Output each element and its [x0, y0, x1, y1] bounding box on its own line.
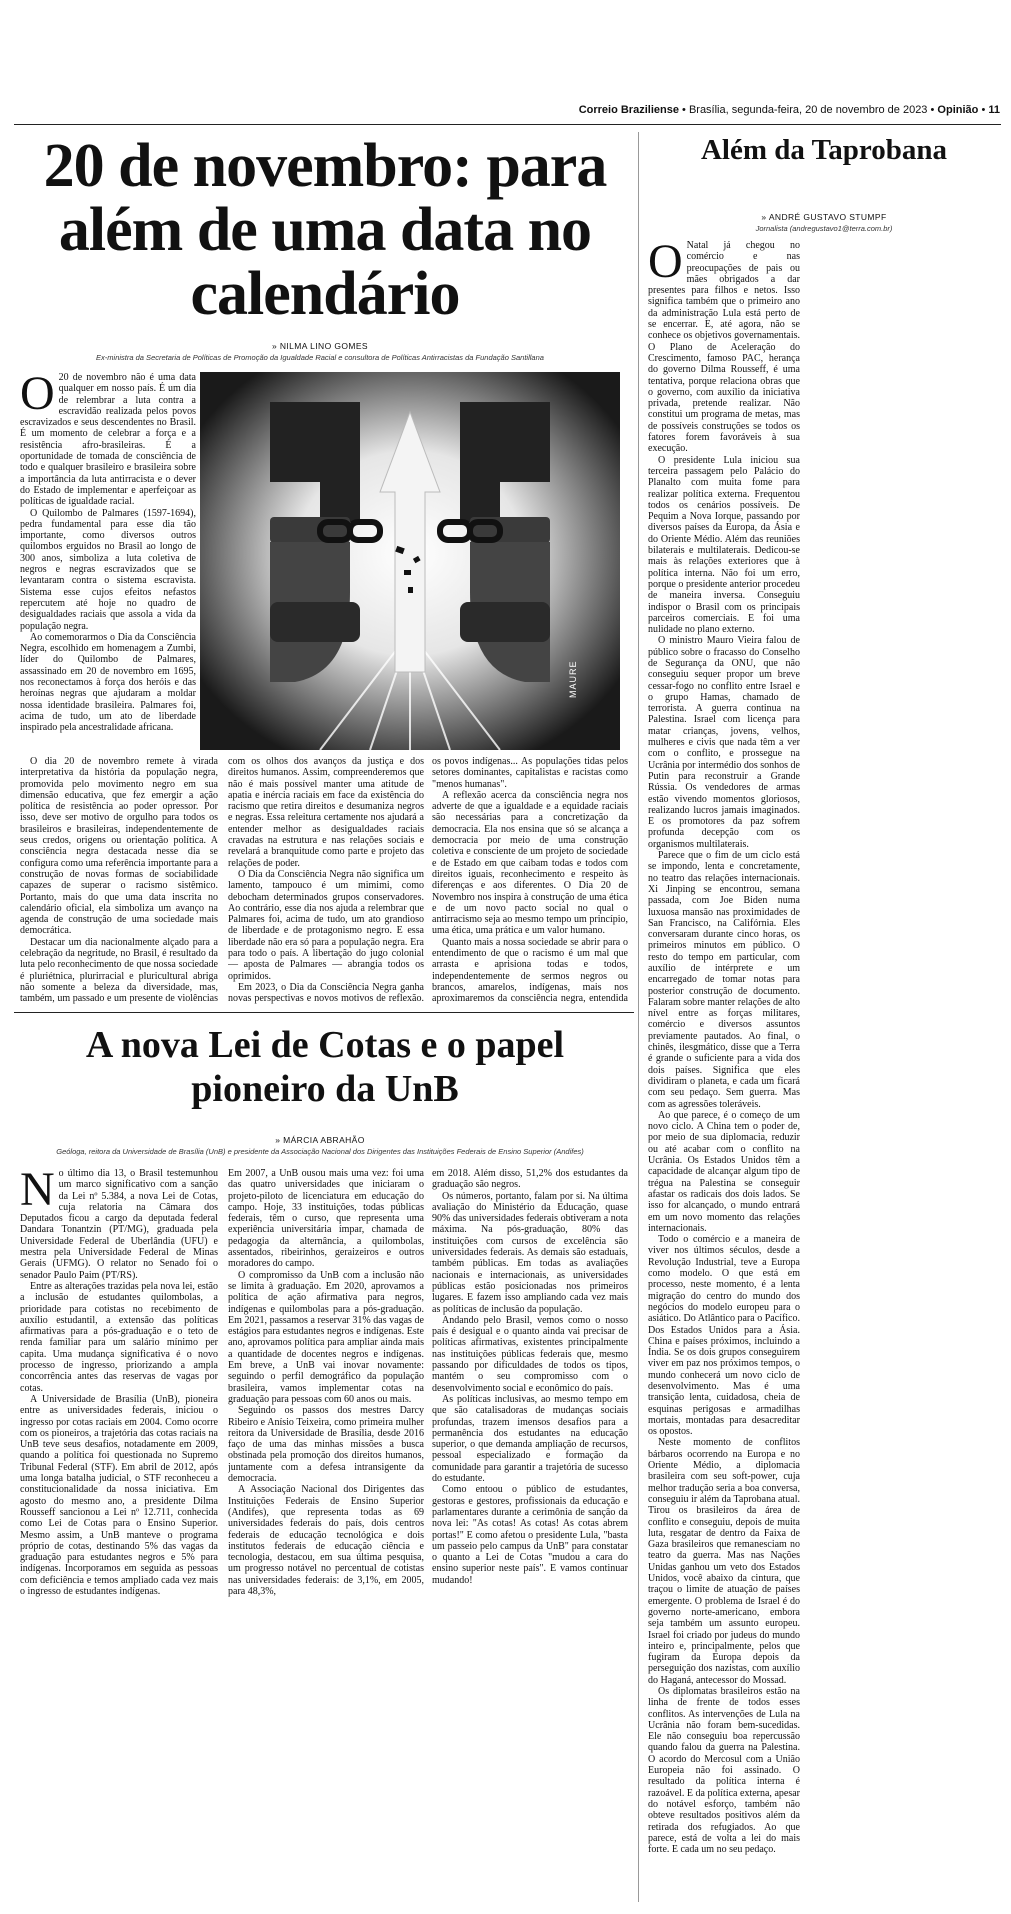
paragraph: Seguindo os passos dos mestres Darcy Ribeiro e Anísio Teixeira, como primeira mulher reitora da Universidade de Brasília, desde 2016 faço de uma das minhas missões a busca obstinada pela promoção dos direitos humanos, juntamente com a defesa intransigente da democracia.: [228, 1405, 424, 1485]
paragraph: Os diplomatas brasileiros estão na linha de frente de todos esses conflitos. As intervenções de Lula na Ucrânia não foram bem-sucedidas. Ele não conseguiu boa repercussão quando falou da guerra na Palestina. O acordo do Mercosul com a União Europeia não foi assinado. O resultado da política interna é razoável. E da política externa, apesar do notável esforço, também não obteve resultados positivos além da retirada dos refugiados. Ao que parece, está de volta a lei do mais forte. E cada um no seu pedaço.: [648, 1686, 800, 1856]
article1-headline: 20 de novembro: para além de uma data no calendário: [43, 132, 607, 328]
newspaper-name: Correio Braziliense: [578, 104, 679, 116]
article1-byline: [20, 341, 620, 362]
folio-rule: [14, 124, 1001, 125]
article3-author: » ANDRÉ GUSTAVO STUMPF: [761, 212, 887, 222]
article2-author-role: Geóloga, reitora da Universidade de Brasília (UnB) e presidente da Associação Nacional dos Dirigentes das Instituições Federais de Ensino Superior (Andifes): [56, 1147, 584, 1156]
paragraph: Entre as alterações trazidas pela nova lei, estão a inclusão de estudantes quilombolas, a prioridade para cotistas no recebimento de auxílio estudantil, a extensão das políticas afirmativas para a pós-graduação e o teto de renda familiar para um salário mínimo per capita. Uma mudança significativa é o novo processo de ingresso, priorizando a ampla concorrência antes das reservas de vagas por cotas.: [20, 1280, 218, 1394]
drop-cap: O: [648, 240, 683, 288]
paragraph: A Associação Nacional dos Dirigentes das Instituições Federais de Ensino Superior (Andifes), que representa todas as 69 universidades federais do país, dois centros federais de educação tecnológica e dois institutos federais de educação ciência e tecnologia, destacou, em sua última pesquisa, um progresso notável no percentual de cotistas nas universidades federais: de 3,1%, em 2005, para 48,3%,: [228, 1484, 424, 1597]
page-number: 11: [988, 104, 1000, 116]
article2-headline: A nova Lei de Cotas e o papel pioneiro da UnB: [85, 1024, 565, 1110]
article1-column-1b: [20, 756, 218, 1006]
paragraph: o último dia 13, o Brasil testemunhou um marco significativo com a sanção da Lei nº 5.384, a nova Lei de Cotas, cuja relatoria na Câmara dos Deputados ficou a cargo da deputada federal Dandara Tonantzin (PT/MG), graduada pela Universidade Federal de Uberlândia (UFU) e mestra pela Universidade Federal de Minas Gerais (UFMG). O relator no Senado foi o senador Paulo Paim (PT/RS).: [20, 1168, 218, 1281]
paragraph: O Quilombo de Palmares (1597-1694), pedra fundamental para esse dia tão importante, como diversos outros quilombos erguidos no Brasil ao longo de 300 anos, simboliza a luta coletiva de negros e negras escravizados que se levantaram contra o sistema escravista. Sistema esse cujos efeitos nefastos repercutem até hoje no quadro de desigualdades raciais que assola a vida da população negra.: [20, 507, 196, 632]
article1-column-2: [228, 756, 424, 1006]
paragraph: Como entoou o público de estudantes, gestoras e gestores, profissionais da educação e parlamentares durante a cerimônia de sanção da nova lei: "As cotas! As cotas! As cotas abrem portas!" E como afetou o presidente Lula, "basta um passeio pelo campus da UnB" para constatar o quanto a Lei de Cotas "mudou a cara do ensino superior neste país". E vamos continuar mudando!: [432, 1484, 628, 1586]
article2-byline: [20, 1135, 620, 1156]
paragraph: Ao comemorarmos o Dia da Consciência Negra, escolhido em homenagem a Zumbi, líder do Quilombo de Palmares, assassinado em 20 de novembro em 1695, nos reconectamos à força dos heróis e das heroínas negras que ajudaram a moldar nossa identidade brasileira. Palmares foi, acima de tudo, um ato de liberdade inspirado pela ancestralidade africana.: [20, 631, 196, 734]
paragraph: O Dia da Consciência Negra não significa um lamento, tampouco é um mimimi, como debocham determinados grupos conservadores. Ao contrário, esse dia nos ajuda a relembrar que Palmares foi, acima de tudo, um ato grandioso de liberdade e de protagonismo negro. E essa liberdade não era só para a população negra. Era para todo o país. A libertação do jugo colonial — aposta de Palmares — abrangia todos os oprimidos.: [228, 868, 424, 982]
paragraph: Destacar um dia nacionalmente alçado para a celebração da negritude, no Brasil, é resultado da luta pelo reconhecimento de que nossa sociedade é pluriétnica, plurirracial e pluricultural abriga não somente a beleza da diversidade, mas, também, um passado e um presente de violências: [20, 936, 218, 1005]
paragraph: Em 2007, a UnB ousou mais uma vez: foi uma das quatro universidades que iniciaram o projeto-piloto de licenciatura em educação do campo. Hoje, 33 instituições, todas públicas federais, têm o curso, que representa uma experiência universitária ímpar, chamada de pedagogia da alternância, a quilombolas, assentados, ribeirinhos, geraizeiros e outros moradores do campo.: [228, 1168, 424, 1270]
section-rule: [14, 1012, 634, 1013]
drop-cap: N: [20, 1168, 55, 1216]
folio-separator: •: [682, 104, 686, 116]
paragraph: A reflexão acerca da consciência negra nos adverte de que a igualdade e a equidade raciais são necessárias para a concretização da democracia. Ela nos ensina que só se alcança a democracia por meio de uma construção coletiva e consciente de um projeto de sociedade e de Estado em que caibam todas e todos com direitos iguais, reconhecimento e respeito às diferenças e aos diferentes. O Dia 20 de Novembro nos inspira à construção de uma ética e de um novo pacto social no qual o antirracismo seja ao mesmo tempo um princípio, uma ética, uma prática e um valor humano.: [432, 789, 628, 937]
article2-column-1: [20, 1168, 218, 1902]
paragraph: os povos indígenas... As populações tidas pelos setores dominantes, capitalistas e racistas como "menos humanas".: [432, 756, 628, 790]
paragraph: O compromisso da UnB com a inclusão não se limita à graduação. Em 2020, aprovamos a política de ação afirmativa para negros, indígenas e quilombolas para a pós-graduação. Em 2021, passamos a reservar 31% das vagas de estágios para estudantes negros e indígenas. Este ano, aprovamos política para ampliar ainda mais a quantidade de docentes negros e indígenas. Em breve, a UnB vai inovar novamente: seguindo o perfil demográfico da população brasileira, vamos implementar cotas na graduação para pessoas com 60 anos ou mais.: [228, 1269, 424, 1405]
paragraph: Neste momento de conflitos bárbaros ocorrendo na Europa e no Oriente Médio, a diplomacia brasileira com seu soft-power, cuja melhor tradução seria a boa conversa, conseguiu ir além da Taprobana atual. Tirou os brasileiros da área de conflito e conseguiu, depois de muita luta, resgatar de dentro da Faixa de Gaza brasileiros que remanesciam no teatro da guerra. Mas nas Nações Unidas ganhou um veto dos Estados Unidos, você abaixo da cintura, que traçou o limite de atuação de países emergente. O problema de Israel é do governo norte-americano, embora seja também um assunto europeu. Israel foi criado por judeus do mundo inteiro e, principalmente, pelos que fugiram da Europa depois da perseguição dos nazistas, com auxílio do Haganá, antecessor do Mossad.: [648, 1437, 800, 1686]
paragraph: A Universidade de Brasília (UnB), pioneira entre as universidades federais, iniciou o ingresso por cotas raciais em 2004. Como ocorre com os pioneiros, a trajetória das cotas raciais na UnB teve seus desafios, notadamente em 2009, quando a política foi questionada no Supremo Tribunal Federal (STF). Em abril de 2012, após uma longa batalha judicial, o STF reconheceu a constitucionalidade da nossa iniciativa. Em agosto do mesmo ano, a presidente Dilma Rousseff sancionou a Lei nº 12.711, conhecida como Lei de Cotas para o Ensino Superior. Mesmo assim, a UnB manteve o programa próprio de cotas, destinando 5% das vagas da graduação para estudantes negros e 5% para indígenas. Incorporamos em seguida as pessoas com deficiência e temos ampliado cada vez mais o ingresso de estudantes indígenas.: [20, 1393, 218, 1597]
section-name: Opinião: [937, 104, 979, 116]
paragraph: Em 2023, o Dia da Consciência Negra ganha novas perspectivas e novos motivos de reflexão.: [228, 981, 424, 1005]
paragraph: em 2018. Além disso, 51,2% dos estudantes da graduação são negros.: [432, 1168, 628, 1191]
paragraph: O dia 20 de novembro remete à virada interpretativa da história da população negra, promovida pelo movimento negro em sua dimensão educativa, que fez emergir a ação política de resistência ao poder opressor. Por isso, deve ser motivo de orgulho para todos os brasileiros e brasileiras, independentemente de seus credos, origens ou orientação política. A consciência negra destacada nesse dia se configura como uma referência importante para a construção de novas formas de sociabilidade capazes de superar o racismo sistêmico. Portanto, mais do que uma data inscrita no calendário oficial, ela simboliza um avanço na agenda de construção de uma sociedade mais democrática.: [20, 756, 218, 937]
folio-dateline: Brasília, segunda-feira, 20 de novembro de 2023: [688, 104, 928, 116]
paragraph: com os olhos dos avanços da justiça e dos direitos humanos. Assim, compreenderemos que não é mais possível manter uma atitude de apatia e inércia raciais em face da existência do racismo que retira direitos e desumaniza negros e negras. Essa releitura certamente nos ajudará a entender melhor as desigualdades raciais cravadas na estrutura e nas relações sociais e revelará a branquitude como parte e projeto das relações de poder.: [228, 756, 424, 869]
column-divider: [638, 132, 639, 1902]
article1-author-role: Ex-ministra da Secretaria de Políticas de Promoção da Igualdade Racial e consultora de Políticas Antirracistas da Fundação Santillana: [96, 353, 544, 362]
paragraph: Todo o comércio e a maneira de viver nos últimos séculos, desde a Revolução Industrial, teve a Europa como modelo. O que está em processo, neste momento, é a lenta migração do centro do mundo dos negócios do modelo europeu para o asiático. Do Atlântico para o Pacífico. Dos Estados Unidos para a Ásia. China e países próximos, incluindo a Índia. Se os dois grupos conseguirem viver em paz nos próximos tempos, o mundo conhecerá um novo ciclo de desenvolvimento. Mas é uma transição lenta, cuidadosa, cheia de esquinas perigosas e armadilhas mortais, montadas para desacreditar os opostos.: [648, 1234, 800, 1438]
article1-column-1a: [20, 372, 196, 756]
article1-column-3: [432, 756, 628, 1006]
folio-separator: •: [930, 104, 935, 116]
page-folio: [470, 104, 1000, 122]
article2-column-2: [228, 1168, 424, 1902]
article3-author-role: Jornalista (andregustavo1@terra.com.br): [755, 224, 893, 233]
paragraph: Parece que o fim de um ciclo está se impondo, lenta e concretamente, no teatro das relações internacionais. Xi Jinping se encontrou, semana passada, com Joe Biden numa luxuosa mansão nas proximidades de San Francisco, na Califórnia. Eles conversaram durante cinco horas, os primeiros minutos em público. O resto do tempo em particular, com auxílio de intérprete e um encarregado de tomar notas para posterior construção de documento. Falaram sobre manter relações de alto nível entre as forças militares, comércio e diversos assuntos previamente pautados. Ao final, o chinês, ilesgmático, disse que a Terra é grande o suficiente para a vida dos dois países. Significa que eles dividiram o planeta, e cada um ficará com seu pedaço. Sem guerra. Mas com as agressões toleráveis.: [648, 850, 800, 1110]
paragraph: O presidente Lula iniciou sua terceira passagem pelo Palácio do Planalto com muita fome para realizar política externa. Frequentou todos os cenários possíveis. De Pequim a Nova Iorque, passando por diversos países da Europa, da Ásia e do Oriente Médio. Além das reuniões bilaterais e multilaterais. Dedicou-se mais às relações exteriores que à política interna. Não foi um erro, porque o presidente anterior procedeu de maneira inversa. Conseguiu indispor o Brasil com os principais parceiros comerciais. E foi uma nulidade no plano externo.: [648, 454, 800, 636]
drop-cap: O: [20, 372, 55, 420]
article3-byline: [648, 212, 1000, 233]
paragraph: O ministro Mauro Vieira falou de público sobre o fracasso do Conselho de Segurança da ONU, que não conseguiu sequer propor um breve cessar-fogo no conflito entre Israel e o grupo Hamas, chamado de terrorista. A guerra continua na Palestina. Israel com licença para matar crianças, jovens, velhos, mulheres e civis que nada têm a ver com o conflito, e prossegue na Ucrânia por intermédio dos sonhos de Putin para reconstruir a Grande Rússia. Os vendedores de armas estão vivendo momentos gloriosos, realizando lucros jamais imaginados. E os promotores da paz sofrem profunda decepção com os organismos multilaterais.: [648, 635, 800, 850]
paragraph: Natal já chegou no comércio e nas preocupações de pais ou mães obrigados a dar presentes para filhos e netos. Isso significa também que o primeiro ano da administração Lula está perto de se encerrar. E, até agora, não se conhece os objetivos governamentais. O Plano de Aceleração do Crescimento, famoso PAC, herança do governo Dilma Rousseff, é uma tentativa, porque relaciona obras que o governo, com auxílio da iniciativa privada, pretende realizar. Não constitui um programa de metas, mas de possíveis construções se todos os fatores forem favoráveis à sua execução.: [648, 240, 800, 455]
article3-headline: Além da Taprobana: [700, 134, 948, 166]
paragraph: Andando pelo Brasil, vemos como o nosso país é desigual e o quanto ainda vai precisar de políticas afirmativas, existentes principalmente nas instituições públicas federais que, mesmo passando por dificuldades de todos os tipos, mantém o seu compromisso com o desenvolvimento social e econômico do país.: [432, 1314, 628, 1394]
paragraph: As políticas inclusivas, ao mesmo tempo em que são catalisadoras de mudanças sociais profundas, trazem imensos desafios para a permanência dos estudantes na educação superior, o que demanda ampliação de recursos, pessoal especializado e formação da comunidade para garantir a trajetória de sucesso do estudante.: [432, 1393, 628, 1485]
paragraph: Quanto mais a nossa sociedade se abrir para o entendimento de que o racismo é um mal que arrasta e aprisiona todas e todos, independentemente de sermos negros ou brancos, amarelos, indígenas, mais nos aproximaremos da consciência negra, entendida: [432, 936, 628, 1005]
article2-author: » MÁRCIA ABRAHÃO: [275, 1135, 365, 1145]
paragraph: Ao que parece, é o começo de um novo ciclo. A China tem o poder de, por meio de sua diplomacia, reduzir ou até acabar com o conflito na Ucrânia. Os Estados Unidos têm a capacidade de alcançar algum tipo de trégua na Palestina se conseguir afastar os radicais dos dois lados. Se isso for alcançado, o mundo entrará em um novo momento das relações internacionais.: [648, 1109, 800, 1234]
illustrator-signature: MAURE: [568, 660, 578, 698]
paragraph: Os números, portanto, falam por si. Na última avaliação do Ministério da Educação, quase 90% das universidades federais obtiveram a nota máxima. Na pós-graduação, 80% das instituições com cursos de excelência são universidades federais. As demais são estaduais, também públicas. Em todas as avaliações nacionais e internacionais, as universidades públicas estão posicionadas nos primeiros lugares. E fazem isso ampliando cada vez mais as políticas de inclusão da população.: [432, 1190, 628, 1315]
broken-chain-illustration: [200, 372, 620, 750]
article2-column-3: [432, 1168, 628, 1902]
article1-author: » NILMA LINO GOMES: [271, 341, 368, 351]
article3-column: [648, 240, 800, 1902]
article-illustration: [200, 372, 620, 750]
folio-separator: •: [981, 104, 986, 116]
paragraph: 20 de novembro não é uma data qualquer em nosso país. É um dia de relembrar a luta contra a escravidão realizada pelos povos escravizados e seus descendentes no Brasil. É um momento de celebrar a força e a resistência afro-brasileiras. É a oportunidade de tomada de consciência de todo e qualquer brasileiro e brasileira sobre a importância da luta antirracista e o dever do Estado de implementar e aperfeiçoar as políticas de igualdade racial.: [20, 372, 196, 508]
